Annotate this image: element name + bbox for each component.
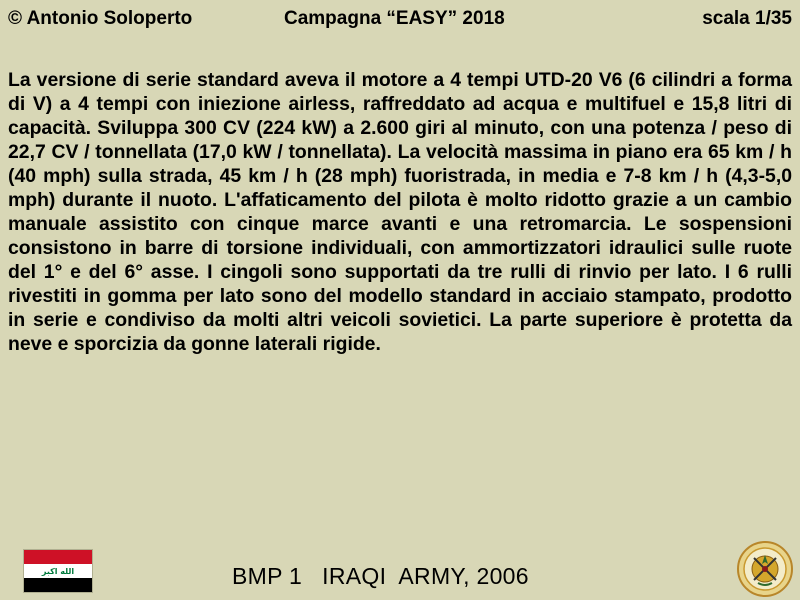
army-emblem-icon: [736, 540, 794, 598]
flag-white-band: [24, 564, 92, 578]
description-paragraph: La versione di serie standard aveva il motore a 4 tempi UTD-20 V6 (6 cilindri a forma di V) a 4 tempi con iniezione airless, raffreddato ad acqua e multifuel e 15,8 litri di capacità. Sviluppa 300 CV (224 kW) a 2.600 giri al minuto, con una potenza / peso di 22,7 CV / tonnellata (17,0 kW / tonnellata). La velocità massima in piano era 65 km / h (40 mph) sulla strada, 45 km / h (28 mph) fuoristrada, in media e 7-8 km / h (4,3-5,0 mph) durante il nuoto. L'affaticamento del pilota è molto ridotto grazie a un cambio manuale assistito con cinque marce avanti e una retromarcia. Le sospensioni consistono in barre di torsione individuali, con ammortizzatori idraulici sulle ruote del 1° e del 6° asse. I cingoli sono supportati da tre rulli di rinvio per lato. I 6 rulli rivestiti in gomma per lato sono del modello standard in acciaio stampato, prodotto in serie e condiviso da molti altri veicoli sovietici. La parte superiore è protetta da neve e sporcizia da gonne laterali rigide.: [8, 69, 792, 355]
flag-red-band: [24, 550, 92, 564]
page-header: [0, 8, 800, 36]
campaign-title: Campagna “EASY” 2018: [284, 8, 505, 29]
scale-label: scala 1/35: [702, 8, 792, 29]
footer-title: BMP 1 IRAQI ARMY, 2006: [232, 563, 529, 589]
iraq-flag-icon: [24, 550, 92, 592]
flag-inscription: الله اكبر: [41, 566, 75, 576]
author-credit: © Antonio Soloperto: [8, 8, 193, 29]
flag-black-band: [24, 578, 92, 592]
